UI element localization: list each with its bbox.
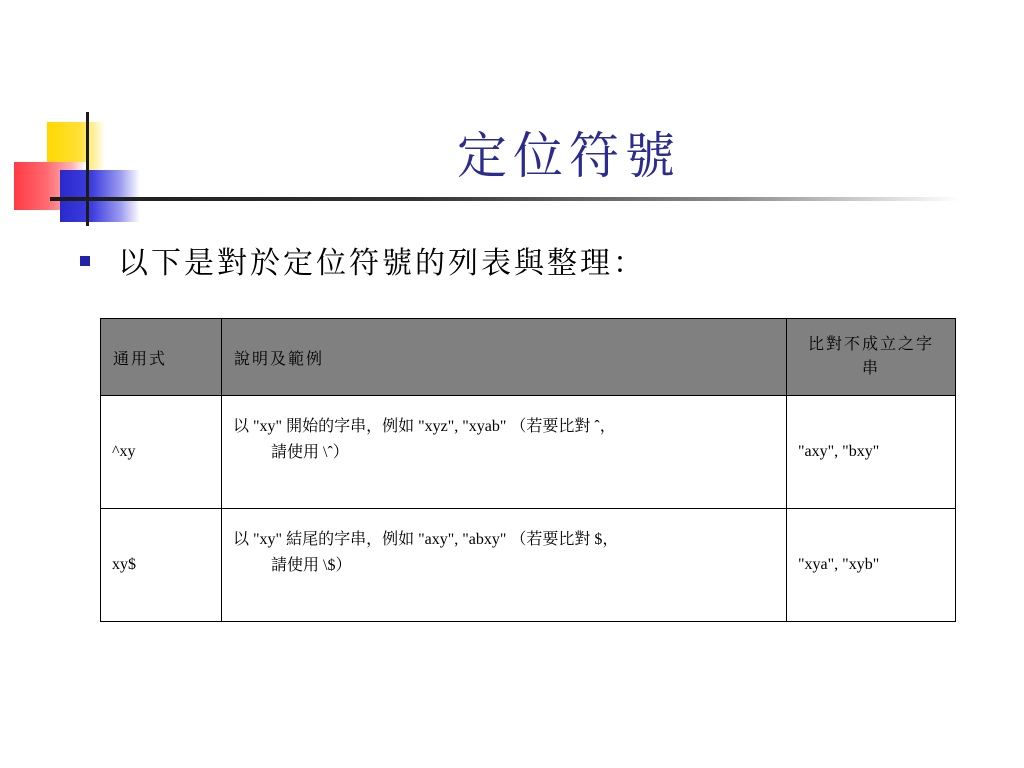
title-underline-rule xyxy=(50,197,960,201)
cell-pattern: xy$ xyxy=(101,509,222,622)
page-title: 定位符號 xyxy=(457,127,681,185)
table-header-row xyxy=(101,319,956,396)
table-row xyxy=(101,396,956,509)
bullet-text: 以下是對於定位符號的列表與整理： xyxy=(118,246,646,281)
anchor-table xyxy=(100,318,956,622)
cell-description xyxy=(222,509,787,622)
bullet-square-icon xyxy=(80,256,90,266)
table-row xyxy=(101,509,956,622)
cell-description xyxy=(222,396,787,509)
cell-non-matching: "xya", "xyb" xyxy=(787,509,956,622)
description-line: 請使用 \$） xyxy=(271,557,352,574)
header-pattern: 通用式 xyxy=(101,319,222,396)
description-line: 以 "xy" 結尾的字串，例如 "axy", "abxy" （若要比對 $， xyxy=(233,531,619,548)
description-line: 以 "xy" 開始的字串，例如 "xyz", "xyab" （若要比對 ˆ， xyxy=(233,418,616,435)
description-line: 請使用 \ˆ） xyxy=(271,444,349,461)
header-non-matching: 比對不成立之字串 xyxy=(787,319,956,396)
cell-non-matching: "axy", "bxy" xyxy=(787,396,956,509)
cell-pattern: ^xy xyxy=(101,396,222,509)
header-description: 說明及範例 xyxy=(222,319,787,396)
